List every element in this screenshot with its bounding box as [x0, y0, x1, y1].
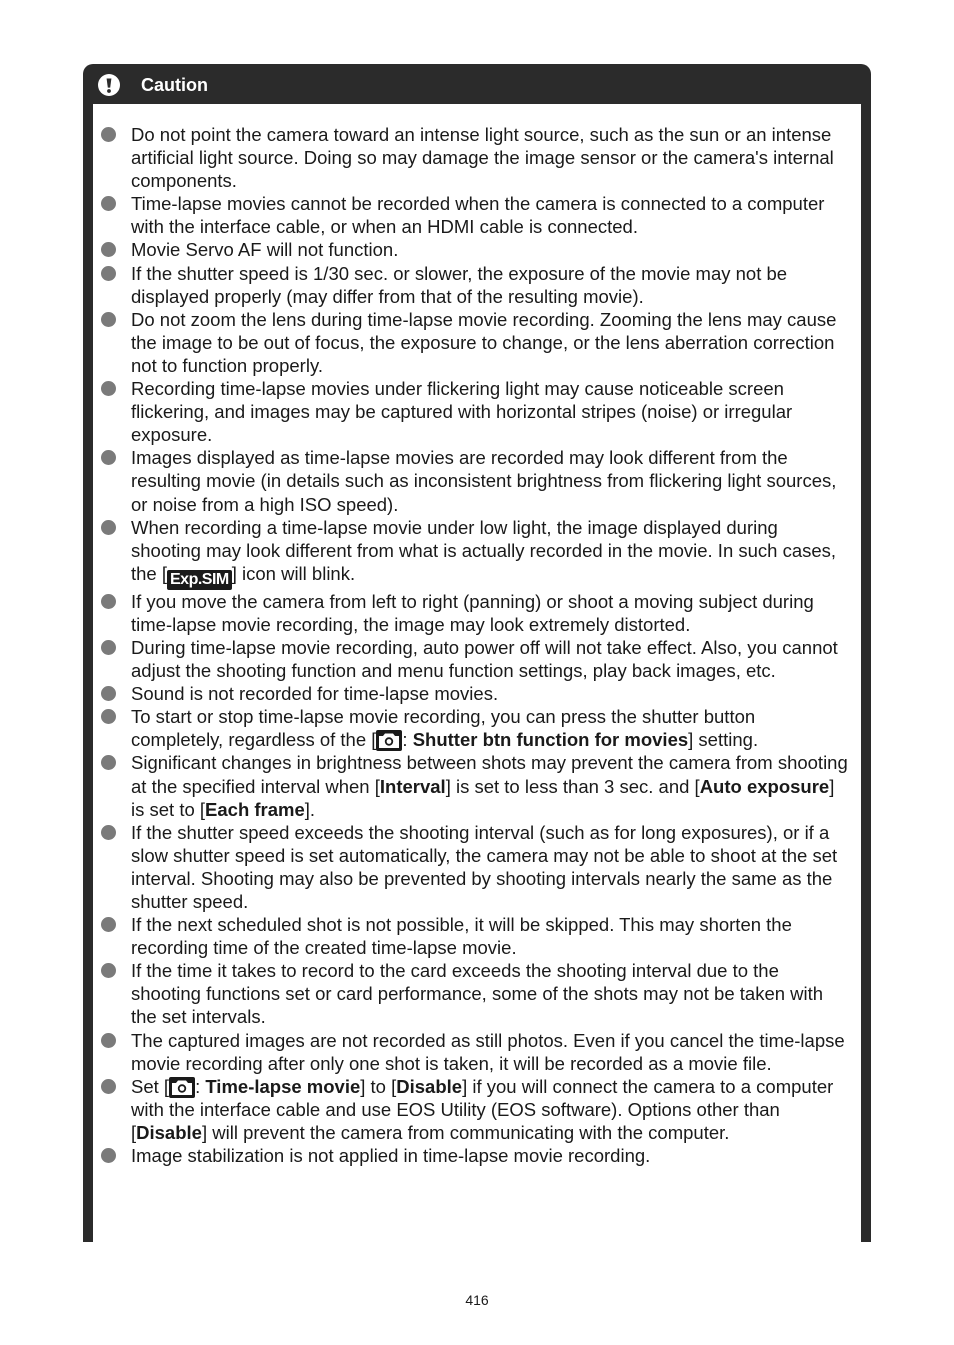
bullet-icon	[101, 1148, 116, 1163]
list-item: Sound is not recorded for time-lapse movies.	[93, 682, 861, 705]
list-item: Significant changes in brightness between shots may prevent the camera from shooting at the specified interval when [Interval] is set to less than 3 sec. and [Auto exposure] is set to [Each frame].	[93, 751, 861, 820]
list-item: During time-lapse movie recording, auto power off will not take effect. Also, you cannot adjust the shooting function and menu function settings, play back images, etc.	[93, 636, 861, 682]
list-item: Movie Servo AF will not function.	[93, 238, 861, 261]
camera-icon	[169, 1077, 195, 1098]
bullet-icon	[101, 825, 116, 840]
list-item: If the shutter speed exceeds the shooting interval (such as for long exposures), or if a slow shutter speed is set automatically, the camera may not be able to shoot at the set interval. Shooting may also be prevented by shooting intervals nearly the same as the shutter speed.	[93, 821, 861, 913]
bullet-icon	[101, 594, 116, 609]
bullet-icon	[101, 520, 116, 535]
list-item: If the next scheduled shot is not possible, it will be skipped. This may shorten the recording time of the created time-lapse movie.	[93, 913, 861, 959]
bullet-icon	[101, 266, 116, 281]
list-item: If you move the camera from left to right (panning) or shoot a moving subject during time-lapse movie recording, the image may look extremely distorted.	[93, 590, 861, 636]
exp-sim-icon: Exp.SIM	[167, 570, 232, 590]
list-item: Images displayed as time-lapse movies are recorded may look different from the resulting movie (in details such as inconsistent brightness from flickering light sources, or noise from a high ISO speed).	[93, 446, 861, 515]
bullet-icon	[101, 381, 116, 396]
list-item: To start or stop time-lapse movie recording, you can press the shutter button completely, regardless of the [ : Shutter btn function for movies] setting.	[93, 705, 861, 751]
bullet-icon	[101, 1033, 116, 1048]
list-item: If the time it takes to record to the card exceeds the shooting interval due to the shooting functions set or card performance, some of the shots may not be taken with the set intervals.	[93, 959, 861, 1028]
list-item: Do not point the camera toward an intense light source, such as the sun or an intense artificial light source. Doing so may damage the image sensor or the camera's internal components.	[93, 123, 861, 192]
camera-icon	[376, 730, 402, 751]
bullet-icon	[101, 640, 116, 655]
caution-header	[83, 64, 871, 104]
page-number: 416	[465, 1292, 489, 1308]
list-item: When recording a time-lapse movie under low light, the image displayed during shooting may look different from what is actually recorded in the movie. In such cases, the [ Exp.SIM ] icon will blink.	[93, 516, 861, 590]
bullet-icon	[101, 709, 116, 724]
list-item: Image stabilization is not applied in time-lapse movie recording.	[93, 1144, 861, 1167]
list-item: Recording time-lapse movies under flickering light may cause noticeable screen flickering, and images may be captured with horizontal stripes (noise) or irregular exposure.	[93, 377, 861, 446]
bullet-icon	[101, 963, 116, 978]
list-item: The captured images are not recorded as still photos. Even if you cancel the time-lapse movie recording after only one shot is taken, it will be recorded as a movie file.	[93, 1029, 861, 1075]
bullet-icon	[101, 755, 116, 770]
list-item: Time-lapse movies cannot be recorded when the camera is connected to a computer with the interface cable, or when an HDMI cable is connected.	[93, 192, 861, 238]
bullet-icon	[101, 127, 116, 142]
exclamation-icon	[98, 74, 120, 96]
bullet-icon	[101, 242, 116, 257]
list-item: Set [ : Time-lapse movie] to [Disable] if you will connect the camera to a computer with the interface cable and use EOS Utility (EOS software). Options other than [Disable] will prevent the camera from communicating with the computer.	[93, 1075, 861, 1144]
bullet-icon	[101, 450, 116, 465]
caution-list	[93, 123, 861, 1167]
bullet-icon	[101, 312, 116, 327]
list-item: If the shutter speed is 1/30 sec. or slower, the exposure of the movie may not be displayed properly (may differ from that of the resulting movie).	[93, 262, 861, 308]
caution-box	[83, 64, 871, 1242]
bullet-icon	[101, 1079, 116, 1094]
list-item: Do not zoom the lens during time-lapse movie recording. Zooming the lens may cause the image to be out of focus, the exposure to change, or the lens aberration correction not to function properly.	[93, 308, 861, 377]
bullet-icon	[101, 686, 116, 701]
caution-body	[93, 104, 861, 1242]
bullet-icon	[101, 917, 116, 932]
caution-title: Caution	[141, 75, 208, 95]
bullet-icon	[101, 196, 116, 211]
